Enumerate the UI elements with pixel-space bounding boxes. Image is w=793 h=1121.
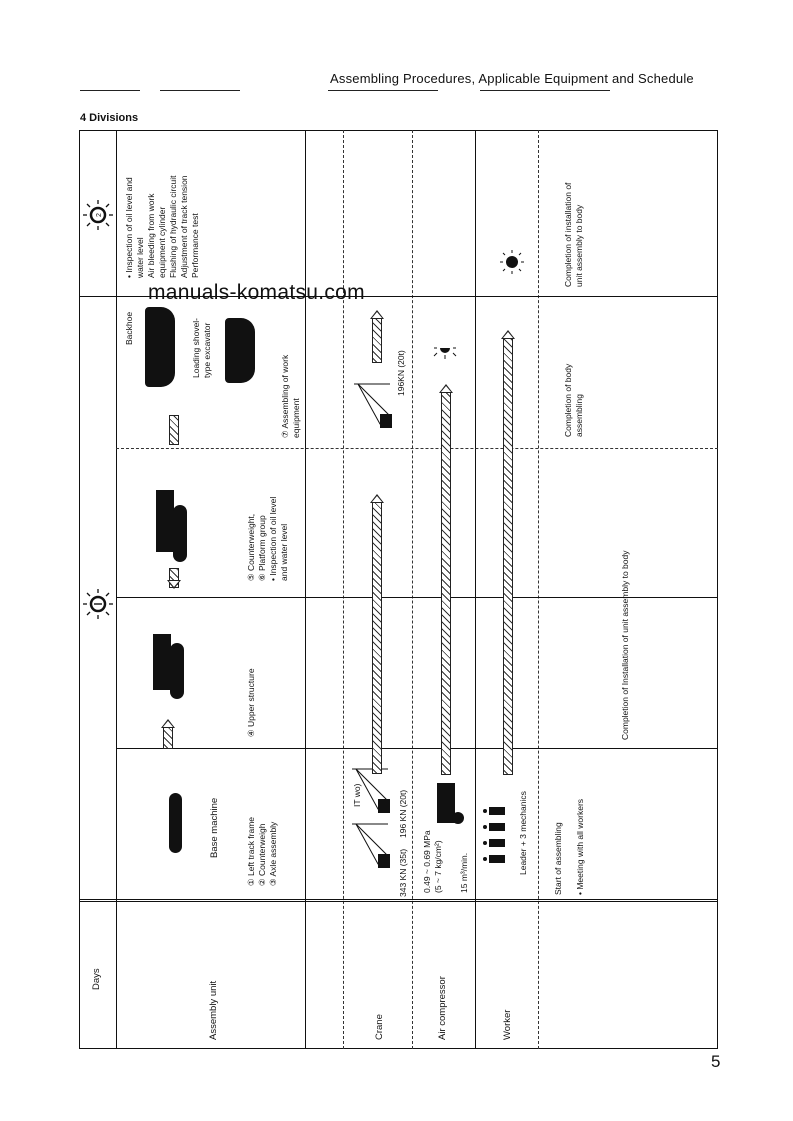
step-item-7: ⑦ Assembling of work (280, 354, 290, 438)
header-rule-mid (160, 90, 240, 91)
upper-structure-illustration (153, 634, 171, 690)
header-divider (79, 899, 718, 902)
section-title: 4 Divisions (80, 112, 139, 124)
sunset-icon (432, 346, 458, 362)
progress-arrow (163, 727, 173, 749)
crane-capacity-3: 196KN (20t) (396, 350, 406, 396)
note-install-units: Completion of Installation of unit assembly to body (620, 550, 630, 740)
worker-crew: Leader + 3 mechanics (518, 791, 528, 875)
note-final: Completion of installation of (563, 182, 573, 287)
loading-shovel-label-2: type excavator (202, 322, 212, 378)
compressor-duration-arrow (441, 392, 451, 775)
final-check-7: Performance test (190, 213, 200, 278)
upper-structure-track (170, 643, 184, 699)
loading-shovel-label: Loading shovel- (191, 317, 201, 378)
air-compressor-wheel (452, 812, 464, 824)
worker-duration-arrow (503, 338, 513, 775)
base-machine-label: Base machine (209, 797, 220, 858)
svg-text:2: 2 (96, 213, 103, 217)
crane-capacity-1: 343 KN (35t) (398, 848, 408, 897)
arrow-head (439, 384, 453, 393)
note-final-2: unit assembly to body (574, 204, 584, 287)
compressor-pressure-alt: (5 ~ 7 kg/cm²) (433, 840, 443, 893)
watermark: manuals-komatsu.com (148, 281, 365, 304)
time-divider-2 (116, 448, 718, 449)
crane-illustration-1 (348, 820, 396, 870)
backhoe-illustration (145, 307, 175, 387)
loading-shovel-illustration (225, 318, 255, 383)
divider-crane (412, 130, 413, 1049)
compressor-flow: 15 m³/min. (459, 852, 469, 893)
step-item-5: ⑤ Counterweight, (246, 513, 256, 581)
step-item-2: ② Counterweigh (257, 823, 267, 886)
note-body-done: Completion of body (563, 363, 573, 437)
header-rule-left (80, 90, 140, 91)
night-sun-icon (498, 248, 526, 276)
note-body-done-2: assembling (574, 394, 584, 437)
divider-compressor (475, 130, 476, 1049)
row-label-crane: Crane (374, 1014, 385, 1040)
progress-arrow (169, 415, 179, 445)
counterweight-illustration (156, 490, 174, 552)
header-rule-right (328, 90, 438, 91)
divider-assembly (305, 130, 306, 1049)
step-item-1: ① Left track frame (246, 816, 256, 886)
page-header-title: Assembling Procedures, Applicable Equipment and Schedule (330, 71, 694, 86)
compressor-pressure: 0.49 ~ 0.69 MPa (422, 830, 432, 893)
crane-capacity-2: 196 KN (20t) (398, 789, 408, 838)
arrow-head (167, 580, 181, 589)
row-label-worker: Worker (502, 1009, 513, 1040)
row-label-assembly-unit: Assembly unit (208, 980, 219, 1040)
final-check-6: Adjustment of track tension (179, 175, 189, 278)
step-item-4: ④ Upper structure (246, 668, 256, 737)
page-number: 5 (711, 1052, 721, 1071)
track-frame-illustration (169, 793, 182, 853)
final-check-2: water level (135, 237, 145, 278)
step-item-3: ③ Axle assembly (268, 821, 278, 886)
sun-day-1-icon (82, 588, 114, 620)
divider-days (116, 130, 117, 1049)
crane-note: IT wo) (352, 783, 362, 807)
note-meeting: • Meeting with all workers (575, 798, 585, 895)
crane-duration-arrow-2 (372, 318, 382, 363)
row-label-days: Days (91, 968, 102, 990)
step-note-7: • Inspection of oil level (268, 496, 278, 581)
row-label-air-compressor: Air compressor (437, 976, 448, 1040)
backhoe-label: Backhoe (124, 311, 134, 345)
arrow-head (370, 494, 384, 503)
arrow-head (161, 719, 175, 728)
final-check-1: • Inspection of oil level and (124, 177, 134, 278)
sun-day-2-icon (82, 199, 114, 231)
note-start: Start of assembling (553, 822, 563, 895)
crane-duration-arrow (372, 502, 382, 774)
step-item-7b: equipment (291, 398, 301, 438)
final-check-5: Flushing of hydraulic circuit (168, 175, 178, 278)
divider-worker (538, 130, 539, 1049)
final-check-3: Air bleeding from work (146, 193, 156, 278)
final-check-4: equipment cylinder (157, 206, 167, 278)
arrow-head (501, 330, 515, 339)
counterweight-track (173, 505, 187, 562)
crane-illustration-3 (350, 380, 398, 430)
step-item-6: ⑥ Platform group (257, 515, 267, 581)
divider-spare (343, 130, 344, 1049)
header-rule-right2 (480, 90, 610, 91)
time-divider-4 (116, 748, 718, 749)
workers-illustration (480, 805, 510, 869)
arrow-head (370, 310, 384, 319)
step-note-8: and water level (279, 523, 289, 581)
